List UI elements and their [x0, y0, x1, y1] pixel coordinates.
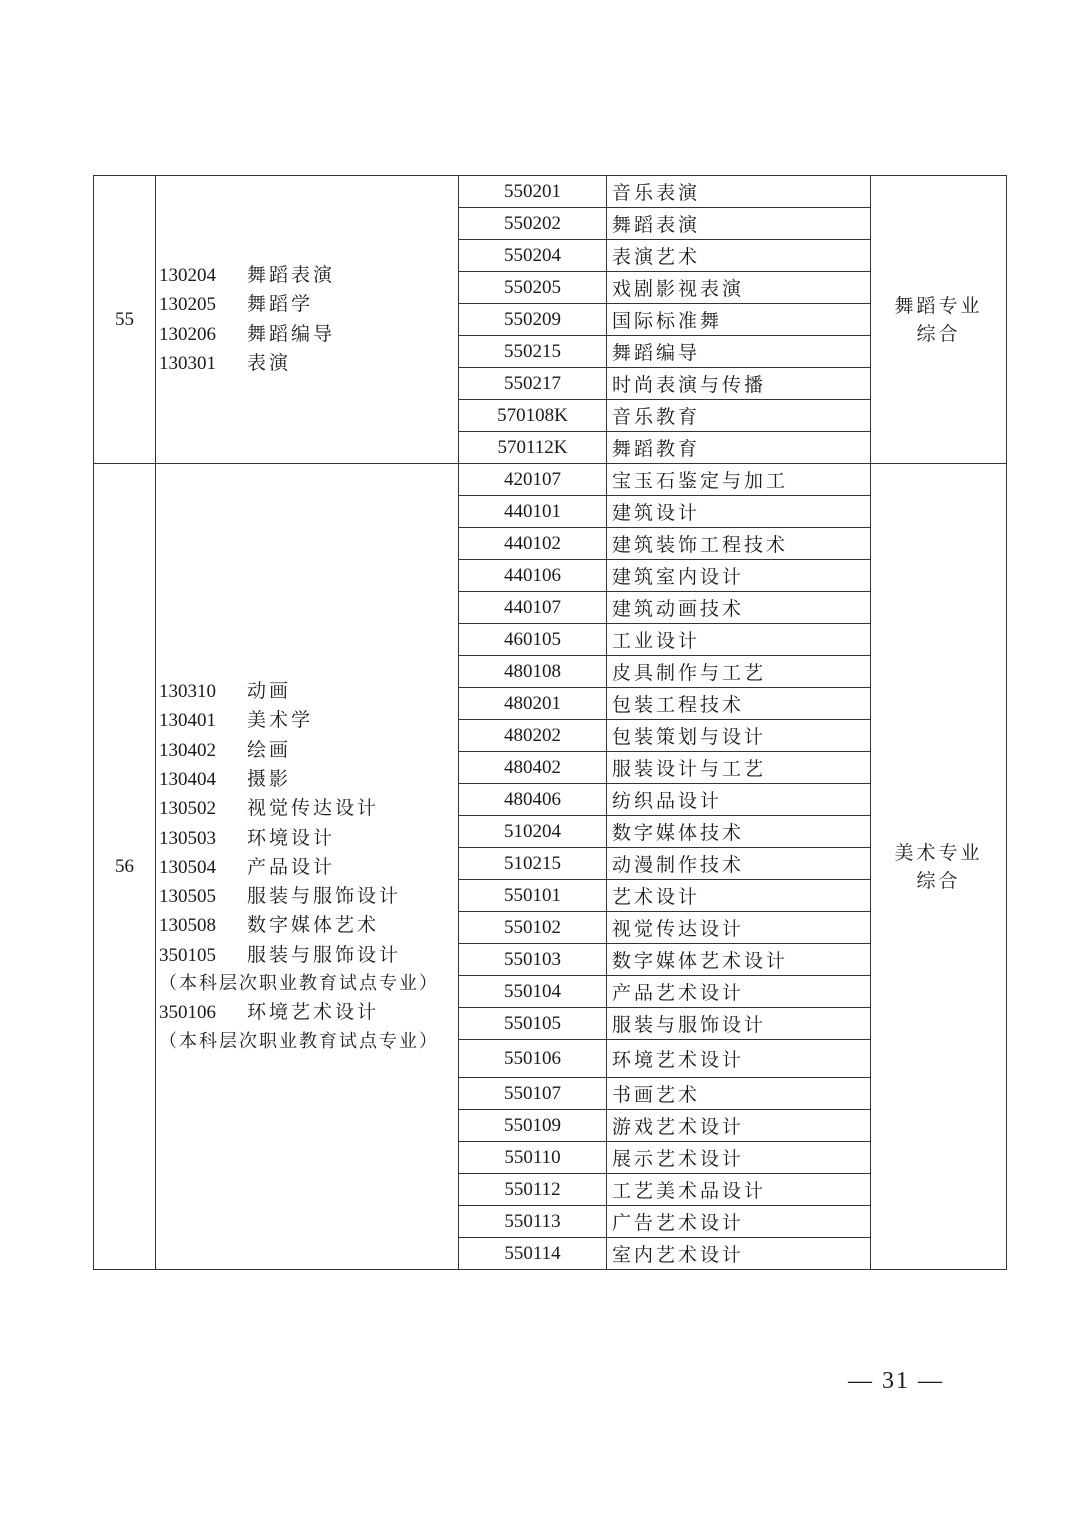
exam-subject-line: 舞蹈专业	[894, 294, 983, 317]
undergrad-major-code: 130205	[159, 294, 216, 316]
vocational-major-code: 550106	[459, 1040, 607, 1078]
undergrad-major-code: 130504	[159, 856, 216, 878]
undergrad-major-code: 130505	[159, 886, 216, 908]
vocational-major-code: 480402	[459, 752, 607, 784]
undergrad-major-item	[159, 677, 458, 706]
vocational-major-code: 550105	[459, 1008, 607, 1040]
vocational-major-name: 工艺美术品设计	[607, 1174, 871, 1206]
vocational-major-name: 游戏艺术设计	[607, 1110, 871, 1142]
vocational-major-code: 550109	[459, 1110, 607, 1142]
vocational-major-code: 550102	[459, 912, 607, 944]
vocational-major-name: 服装设计与工艺	[607, 752, 871, 784]
vocational-major-name: 建筑设计	[607, 496, 871, 528]
undergrad-major-item	[159, 736, 458, 765]
vocational-major-name: 包装工程技术	[607, 688, 871, 720]
vocational-major-code: 440102	[459, 528, 607, 560]
undergrad-major-item	[159, 320, 458, 349]
undergrad-major-item	[159, 706, 458, 735]
vocational-major-name: 视觉传达设计	[607, 912, 871, 944]
undergrad-major-code: 130508	[159, 915, 216, 937]
undergrad-major-list	[156, 677, 458, 1056]
vocational-major-code: 480202	[459, 720, 607, 752]
undergrad-major-code: 130503	[159, 827, 216, 849]
vocational-major-code: 570112K	[459, 432, 607, 464]
undergrad-majors-cell	[156, 464, 459, 1270]
vocational-major-code: 550113	[459, 1206, 607, 1238]
vocational-major-name: 时尚表演与传播	[607, 368, 871, 400]
vocational-major-name: 舞蹈编导	[607, 336, 871, 368]
vocational-major-name: 室内艺术设计	[607, 1238, 871, 1270]
undergrad-major-code: 130310	[159, 681, 216, 703]
undergrad-major-code: 130402	[159, 739, 216, 761]
vocational-major-name: 纺织品设计	[607, 784, 871, 816]
vocational-major-name: 国际标准舞	[607, 304, 871, 336]
undergrad-majors-cell	[156, 176, 459, 464]
exam-subject-line: 美术专业	[894, 841, 983, 864]
vocational-major-code: 550209	[459, 304, 607, 336]
undergrad-major-code: 130401	[159, 710, 216, 732]
undergrad-major-name: 舞蹈编导	[247, 322, 336, 345]
undergrad-major-item	[159, 882, 458, 911]
undergrad-major-item	[159, 794, 458, 823]
vocational-major-code: 420107	[459, 464, 607, 496]
vocational-major-code: 480201	[459, 688, 607, 720]
undergrad-major-name: 产品设计	[247, 855, 336, 878]
vocational-major-name: 产品艺术设计	[607, 976, 871, 1008]
undergrad-major-name: 服装与服饰设计	[247, 885, 402, 908]
vocational-major-code: 440106	[459, 560, 607, 592]
vocational-major-name: 音乐教育	[607, 400, 871, 432]
exam-subject-cell	[871, 176, 1007, 464]
vocational-major-code: 550104	[459, 976, 607, 1008]
undergrad-major-code: 130204	[159, 264, 216, 286]
vocational-major-name: 音乐表演	[607, 176, 871, 208]
major-mapping-table	[93, 175, 1007, 1270]
vocational-major-code: 440101	[459, 496, 607, 528]
vocational-major-name: 服装与服饰设计	[607, 1008, 871, 1040]
vocational-major-code: 550107	[459, 1078, 607, 1110]
vocational-major-code: 440107	[459, 592, 607, 624]
exam-subject-cell	[871, 464, 1007, 1270]
vocational-major-code: 550202	[459, 208, 607, 240]
undergrad-major-name: 美术学	[247, 709, 314, 732]
undergrad-major-item	[159, 290, 458, 319]
vocational-major-code: 460105	[459, 624, 607, 656]
undergrad-major-item	[159, 941, 458, 970]
vocational-major-code: 550112	[459, 1174, 607, 1206]
undergrad-major-item	[159, 911, 458, 940]
vocational-major-name: 工业设计	[607, 624, 871, 656]
vocational-major-name: 数字媒体技术	[607, 816, 871, 848]
undergrad-major-item	[159, 998, 458, 1027]
undergrad-major-item	[159, 853, 458, 882]
vocational-major-name: 动漫制作技术	[607, 848, 871, 880]
undergrad-major-name: 舞蹈学	[247, 293, 314, 316]
page-number: — 31 —	[848, 1368, 944, 1394]
vocational-major-name: 展示艺术设计	[607, 1142, 871, 1174]
vocational-major-name: 数字媒体艺术设计	[607, 944, 871, 976]
vocational-major-code: 550114	[459, 1238, 607, 1270]
undergrad-major-name: 绘画	[247, 738, 292, 761]
undergrad-major-name: 数字媒体艺术	[247, 914, 380, 937]
undergrad-major-item	[159, 349, 458, 378]
vocational-major-name: 舞蹈教育	[607, 432, 871, 464]
vocational-major-code: 550215	[459, 336, 607, 368]
exam-subject-line: 综合	[916, 869, 961, 892]
vocational-major-code: 550103	[459, 944, 607, 976]
group-number: 55	[94, 176, 156, 464]
vocational-major-name: 宝玉石鉴定与加工	[607, 464, 871, 496]
undergrad-major-name: 表演	[247, 351, 292, 374]
vocational-major-name: 书画艺术	[607, 1078, 871, 1110]
undergrad-major-name: 动画	[247, 680, 292, 703]
vocational-major-code: 480406	[459, 784, 607, 816]
undergrad-major-name: 服装与服饰设计	[247, 943, 402, 966]
vocational-major-code: 570108K	[459, 400, 607, 432]
vocational-major-name: 皮具制作与工艺	[607, 656, 871, 688]
vocational-major-name: 表演艺术	[607, 240, 871, 272]
vocational-major-name: 建筑装饰工程技术	[607, 528, 871, 560]
undergrad-major-code: 130301	[159, 352, 216, 374]
undergrad-major-code: 130404	[159, 768, 216, 790]
undergrad-major-note: （本科层次职业教育试点专业）	[159, 1030, 439, 1052]
vocational-major-code: 510204	[459, 816, 607, 848]
undergrad-major-code: 130206	[159, 323, 216, 345]
undergrad-major-code: 350105	[159, 944, 216, 966]
exam-subject-line: 综合	[916, 322, 961, 345]
vocational-major-code: 550204	[459, 240, 607, 272]
vocational-major-code: 510215	[459, 848, 607, 880]
table-row	[94, 176, 1007, 208]
undergrad-major-name: 环境艺术设计	[247, 1001, 380, 1024]
undergrad-major-name: 视觉传达设计	[247, 797, 380, 820]
table-row	[94, 464, 1007, 496]
undergrad-major-item	[159, 261, 458, 290]
group-number: 56	[94, 464, 156, 1270]
vocational-major-name: 环境艺术设计	[607, 1040, 871, 1078]
vocational-major-name: 舞蹈表演	[607, 208, 871, 240]
undergrad-major-name: 环境设计	[247, 826, 336, 849]
vocational-major-name: 建筑动画技术	[607, 592, 871, 624]
vocational-major-code: 550201	[459, 176, 607, 208]
vocational-major-code: 550110	[459, 1142, 607, 1174]
undergrad-major-name: 摄影	[247, 767, 292, 790]
undergrad-major-list	[156, 261, 458, 378]
vocational-major-code: 480108	[459, 656, 607, 688]
undergrad-major-item	[159, 824, 458, 853]
vocational-major-code: 550217	[459, 368, 607, 400]
vocational-major-name: 包装策划与设计	[607, 720, 871, 752]
vocational-major-code: 550205	[459, 272, 607, 304]
vocational-major-name: 建筑室内设计	[607, 560, 871, 592]
vocational-major-name: 艺术设计	[607, 880, 871, 912]
undergrad-major-note: （本科层次职业教育试点专业）	[159, 973, 439, 995]
undergrad-major-code: 350106	[159, 1002, 216, 1024]
vocational-major-name: 戏剧影视表演	[607, 272, 871, 304]
vocational-major-name: 广告艺术设计	[607, 1206, 871, 1238]
undergrad-major-code: 130502	[159, 798, 216, 820]
vocational-major-code: 550101	[459, 880, 607, 912]
undergrad-major-name: 舞蹈表演	[247, 263, 336, 286]
undergrad-major-item	[159, 765, 458, 794]
